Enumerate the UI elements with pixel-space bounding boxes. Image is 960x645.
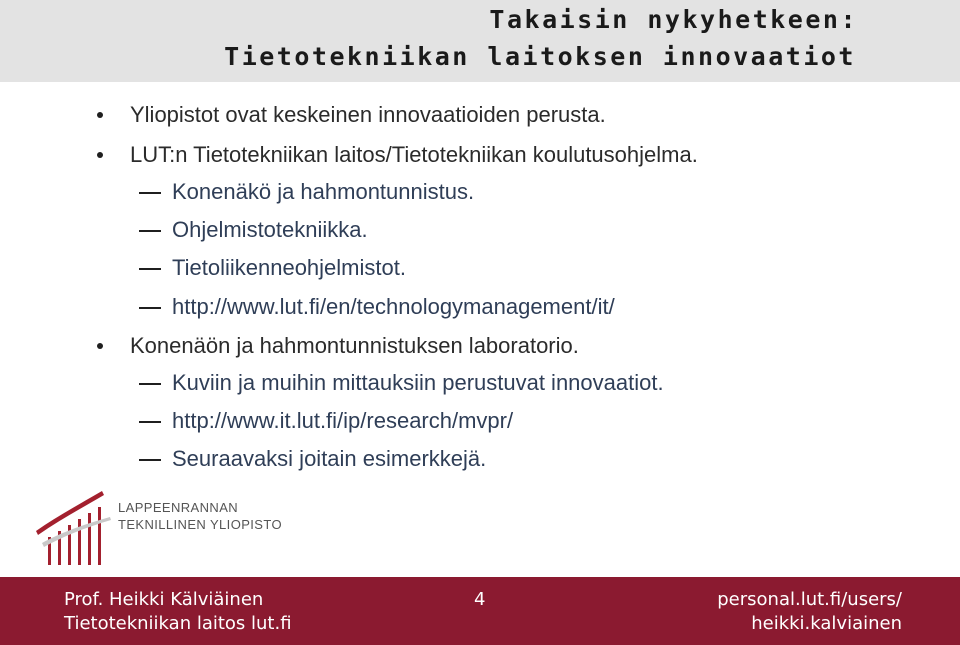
sub-bullet-text: Kuviin ja muihin mittauksiin perustuvat innovaatiot. <box>172 370 664 395</box>
dash-icon <box>139 421 161 423</box>
footer-homepage-line-2[interactable]: heikki.kalviainen <box>751 613 902 634</box>
slide-title-line-1: Takaisin nykyhetkeen: <box>489 5 858 34</box>
logo-text-line-2: TEKNILLINEN YLIOPISTO <box>118 517 282 532</box>
dash-icon <box>139 459 161 461</box>
logo-emblem-icon <box>34 487 118 567</box>
bullet-text: Yliopistot ovat keskeinen innovaatioiden perusta. <box>130 102 606 127</box>
sub-bullet-text: Konenäkö ja hahmontunnistus. <box>172 179 475 204</box>
bullet-item <box>130 102 606 128</box>
footer-author-line-1: Prof. Heikki Kälviäinen <box>64 589 264 610</box>
sub-bullet-item <box>172 370 664 396</box>
sub-bullet-text: Ohjelmistotekniikka. <box>172 217 368 242</box>
bullet-text: LUT:n Tietotekniikan laitos/Tietotekniikan koulutusohjelma. <box>130 142 698 167</box>
footer-author-line-2: Tietotekniikan laitos lut.fi <box>64 613 292 634</box>
bullet-text: Konenäön ja hahmontunnistuksen laboratorio. <box>130 333 579 358</box>
bullet-item <box>130 333 579 359</box>
sub-bullet-link[interactable] <box>172 294 615 320</box>
footer-author <box>64 588 292 636</box>
university-logo <box>34 487 284 567</box>
bullet-item <box>130 142 698 168</box>
dash-icon <box>139 268 161 270</box>
dash-icon <box>139 192 161 194</box>
footer-homepage[interactable] <box>717 588 902 636</box>
sub-bullet-text[interactable]: http://www.it.lut.fi/ip/research/mvpr/ <box>172 408 514 433</box>
slide-title-bar <box>0 0 960 82</box>
sub-bullet-item <box>172 179 474 205</box>
sub-bullet-text: Seuraavaksi joitain esimerkkejä. <box>172 446 487 471</box>
dash-icon <box>139 383 161 385</box>
footer-homepage-line-1[interactable]: personal.lut.fi/users/ <box>717 589 902 610</box>
sub-bullet-item <box>172 446 486 472</box>
logo-text-line-1: LAPPEENRANNAN <box>118 500 239 515</box>
sub-bullet-text: Tietoliikenneohjelmistot. <box>172 255 406 280</box>
sub-bullet-text[interactable]: http://www.lut.fi/en/technologymanagement/it/ <box>172 294 615 319</box>
bullet-dot-icon <box>97 343 103 349</box>
sub-bullet-link[interactable] <box>172 408 513 434</box>
slide-footer <box>0 577 960 645</box>
page-number: 4 <box>474 589 486 610</box>
sub-bullet-item <box>172 217 368 243</box>
dash-icon <box>139 230 161 232</box>
bullet-dot-icon <box>97 152 103 158</box>
sub-bullet-item <box>172 255 406 281</box>
slide-title-line-2: Tietotekniikan laitoksen innovaatiot <box>224 42 856 71</box>
bullet-dot-icon <box>97 112 103 118</box>
dash-icon <box>139 307 161 309</box>
